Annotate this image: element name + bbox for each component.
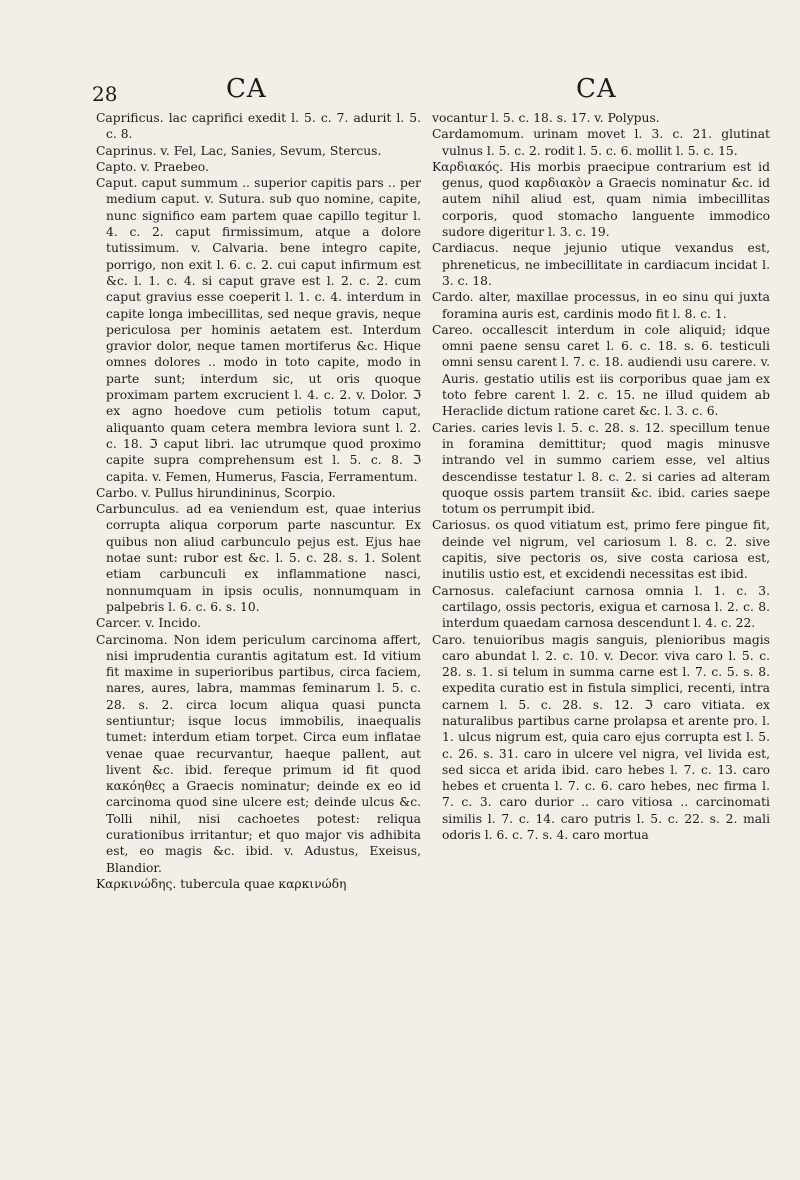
entry-carbo: Carbo. v. Pullus hirundininus, Scorpio. <box>96 485 336 500</box>
page-number: 28 <box>92 82 118 106</box>
entry-carcer: Carcer. v. Incido. <box>96 616 201 631</box>
entry-continuation: vocantur l. 5. c. 18. s. 17. v. Polypus. <box>432 111 660 125</box>
entry-cardamomum: Cardamomum. urinam movet l. 3. c. 21. glutinat vulnus l. 5. c. 2. rodit l. 5. c. 6. mollit l. 5. c. 15. <box>432 127 770 158</box>
running-head-right: CA <box>576 74 617 104</box>
entry-caro: Caro. tenuioribus magis sanguis, plenioribus magis caro abundat l. 2. c. 10. v. Decor. viva caro l. 5. c. 28. s. 1. si telum in summa carne est l. 7. c. 5. s. 8. expedita curatio est in fistula simplici, recenti, intra carnem l. 5. c. 28. s. 12. ℑ caro vitiata. ex naturalibus partibus carne prolapsa et arente pro. l. 1. ulcus nigrum est, quia caro ejus corrupta est l. 5. c. 26. s. 31. caro in ulcere vel nigra, vel livida est, sed sicca et arida ibid. caro hebes l. 7. c. 13. caro hebes et cruenta l. 7. c. 6. caro hebes, nec firma l. 7. c. 3. caro durior .. caro vitiosa .. carcinomati similis l. 7. c. 14. caro putris l. 5. c. 22. s. 2. mali odoris l. 6. c. 7. s. 4. caro mortua <box>432 632 770 843</box>
entry-caries: Caries. caries levis l. 5. c. 28. s. 12. specillum tenue in foramina demittitur; quod magis minusve intrando vel in summo cariem esse, vel altius descendisse testatur l. 8. c. 2. si caries ad alteram quoque ossis partem transiit &c. ibid. caries saepe totum os perrumpit ibid. <box>432 420 770 517</box>
entry-carbunculus: Carbunculus. ad ea veniendum est, quae interius corrupta aliqua corporum parte nascuntur. Ex quibus non aliud carbunculo pejus est. Ejus hae notae sunt: rubor est &c. l. 5. c. 28. s. 1. Solent etiam carbunculi ex inflammatione nasci, nonnumquam in ipsis oculis, nonnumquam in palpebris l. 6. c. 6. s. 10. <box>96 502 421 614</box>
entry-cardiacus: Cardiacus. neque jejunio utique vexandus est, phreneticus, ne imbecillitate in cardiacum incidat l. 3. c. 18. <box>432 241 770 288</box>
left-column <box>96 110 421 892</box>
right-column <box>432 110 770 843</box>
entry-cariosus: Cariosus. os quod vitiatum est, primo fere pingue fit, deinde vel nigrum, vel cariosum l. 8. c. 2. sive capitis, sive pectoris os, sive costa cariosa est, inutilis ustio est, et excidendi necessitas est ibid. <box>432 518 770 582</box>
entry-careo: Careo. occallescit interdum in cole aliquid; idque omni paene sensu caret l. 6. c. 18. s. 6. testiculi omni sensu carent l. 7. c. 18. audiendi usu carere. v. Auris. gestatio utilis est iis corporibus quae jam ex toto febre carent l. 2. c. 15. ne illud quidem ab Heraclide dictum ratione caret &c. l. 3. c. 6. <box>432 322 770 419</box>
running-head-left: CA <box>226 74 267 104</box>
entry-caprificus: Caprificus. lac caprifici exedit l. 5. c. 7. adurit l. 5. c. 8. <box>96 111 421 142</box>
entry-caput: Caput. caput summum .. superior capitis pars .. per medium caput. v. Sutura. sub quo nomine, capite, nunc significo eam partem quae capillo tegitur l. 4. c. 2. caput firmissimum, atque a dolore tutissimum. v. Calvaria. bene integro capite, porrigo, non exit l. 6. c. 2. cui caput infirmum est &c. l. 1. c. 4. si caput grave est l. 2. c. 2. cum caput gravius esse coeperit l. 1. c. 4. interdum in capite longa imbecillitas, sed neque gravis, neque periculosa per hominis aetatem est. Interdum gravior dolor, neque tamen mortiferus &c. Hique omnes dolores .. modo in toto capite, modo in parte sunt; interdum sic, ut oris quoque proximam partem excrucient l. 4. c. 2. v. Dolor. ℑ ex agno hoedove cum petiolis totum caput, aliquanto quam cetera membra leviora sunt l. 2. c. 18. ℑ caput libri. lac utrumque quod proximo capite supra comprehensum est l. 5. c. 8. ℑ capita. v. Femen, Humerus, Fascia, Ferramentum. <box>96 176 421 484</box>
entry-carcinoma: Carcinoma. Non idem periculum carcinoma affert, nisi imprudentia curantis agitatum est. Id vitium fit maxime in superioribus partibus, circa faciem, nares, aures, labra, mammas feminarum l. 5. c. 28. s. 2. circa locum aliqua quasi puncta sentiuntur; isque locus immobilis, inaequalis tumet: interdum etiam torpet. Circa eum inflatae venae quae recurvantur, haeque pallent, aut livent &c. ibid. fereque primum id fit quod κακόηθες a Graecis nominatur; deinde ex eo id carcinoma quod sine ulcere est; deinde ulcus &c. Tolli nihil, nisi cachoetes potest: reliqua curationibus irritantur; et quo major vis adhibita est, eo magis &c. ibid. v. Adustus, Exeisus, Blandior. <box>96 632 421 875</box>
entry-cardo: Cardo. alter, maxillae processus, in eo sinu qui juxta foramina auris est, cardinis modo fit l. 8. c. 1. <box>432 290 770 321</box>
entry-capto: Capto. v. Praebeo. <box>96 159 209 174</box>
page-header <box>0 72 800 112</box>
entry-karkinodes: Καρκινώδης. tubercula quae καρκινώδη <box>96 876 347 891</box>
entry-carnosus: Carnosus. calefaciunt carnosa omnia l. 1. c. 3. cartilago, ossis pectoris, exigua et carnosa l. 2. c. 8. interdum quaedam carnosa descendunt l. 4. c. 22. <box>432 583 770 631</box>
entry-caprinus: Caprinus. v. Fel, Lac, Sanies, Sevum, Stercus. <box>96 143 382 158</box>
entry-kardiakos: Καρδιακός. His morbis praecipue contrarium est id genus, quod καρδιακὸν a Graecis nominatur &c. id autem nihil aliud est, quam nimia imbecillitas corporis, quod stomacho languente immodico sudore digeritur l. 3. c. 19. <box>432 159 770 240</box>
